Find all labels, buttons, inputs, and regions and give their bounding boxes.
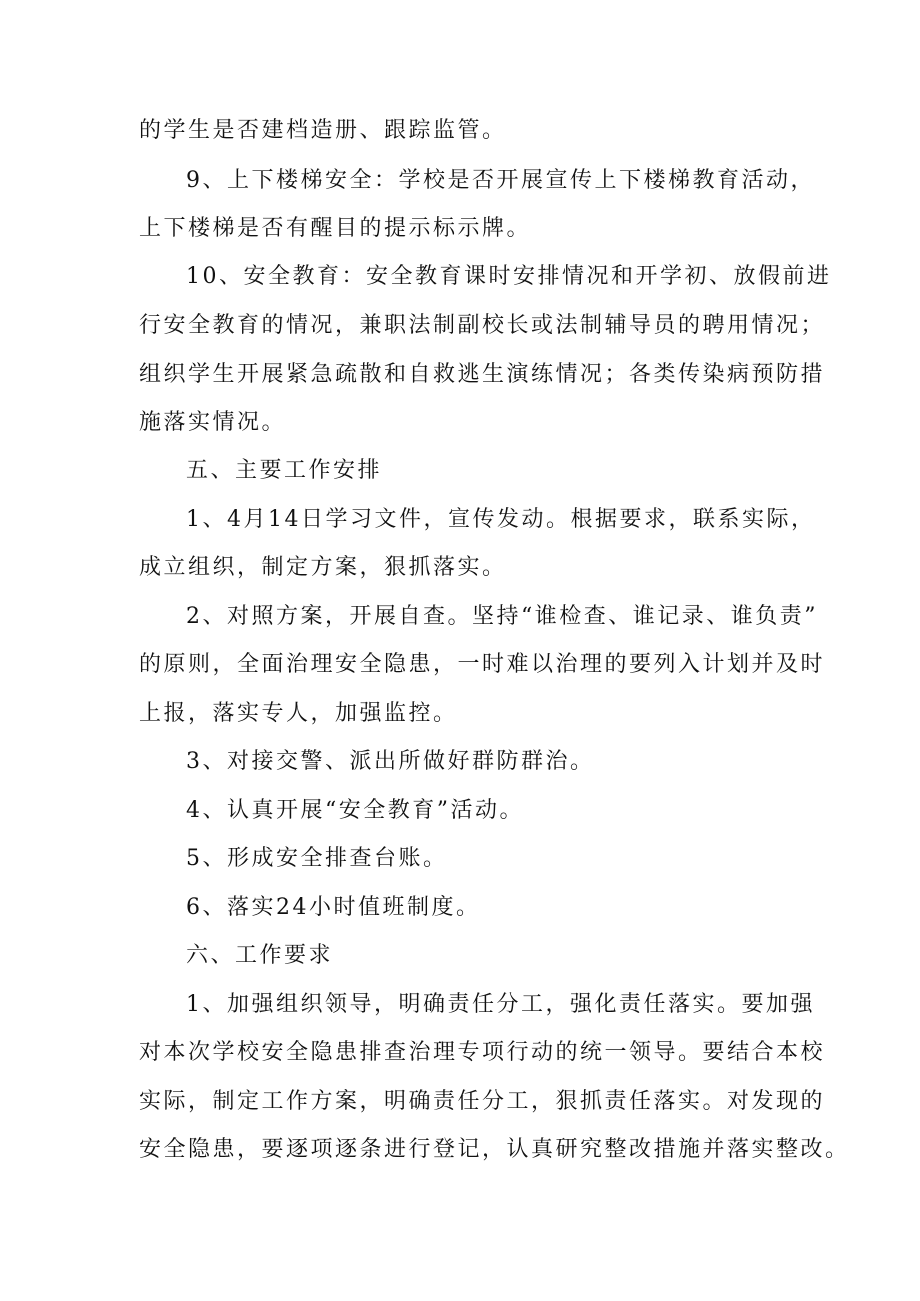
text-line: 行安全教育的情况，兼职法制副校长或法制辅导员的聘用情况； bbox=[139, 313, 826, 338]
requirement-1-line: 1、加强组织领导，明确责任分工，强化责任落实。要加强 bbox=[186, 992, 815, 1017]
text-line: 上报，落实专人，加强监控。 bbox=[139, 701, 458, 726]
item-4-line: 4、认真开展“安全教育”活动。 bbox=[186, 798, 524, 823]
item-5-line: 5、形成安全排查台账。 bbox=[186, 846, 448, 871]
item-9-heading-line: 9、上下楼梯安全：学校是否开展宣传上下楼梯教育活动， bbox=[186, 168, 815, 193]
text-line: 成立组织，制定方案，狠抓落实。 bbox=[139, 555, 507, 580]
text-line: 施落实情况。 bbox=[139, 410, 287, 435]
text-line: 对本次学校安全隐患排查治理专项行动的统一领导。要结合本校 bbox=[139, 1040, 826, 1065]
item-1-line: 1、4月14日学习文件，宣传发动。根据要求，联系实际， bbox=[186, 507, 816, 532]
item-6-line: 6、落实24小时值班制度。 bbox=[186, 895, 481, 920]
text-line: 组织学生开展紧急疏散和自救逃生演练情况；各类传染病预防措 bbox=[139, 362, 826, 387]
section-heading-5: 五、主要工作安排 bbox=[186, 458, 383, 483]
item-10-heading-line: 10、安全教育：安全教育课时安排情况和开学初、放假前进 bbox=[186, 264, 832, 289]
item-2-line: 2、对照方案，开展自查。坚持“谁检查、谁记录、谁负责” bbox=[186, 604, 818, 629]
text-line: 上下楼梯是否有醒目的提示标示牌。 bbox=[139, 216, 532, 241]
section-heading-6: 六、工作要求 bbox=[186, 943, 334, 968]
text-line: 实际，制定工作方案，明确责任分工，狠抓责任落实。对发现的 bbox=[139, 1089, 826, 1114]
item-3-line: 3、对接交警、派出所做好群防群治。 bbox=[186, 749, 595, 774]
text-line: 的学生是否建档造册、跟踪监管。 bbox=[139, 118, 507, 143]
text-line: 安全隐患，要逐项逐条进行登记，认真研究整改措施并落实整改。 bbox=[139, 1137, 850, 1162]
text-line: 的原则，全面治理安全隐患，一时难以治理的要列入计划并及时 bbox=[139, 652, 826, 677]
